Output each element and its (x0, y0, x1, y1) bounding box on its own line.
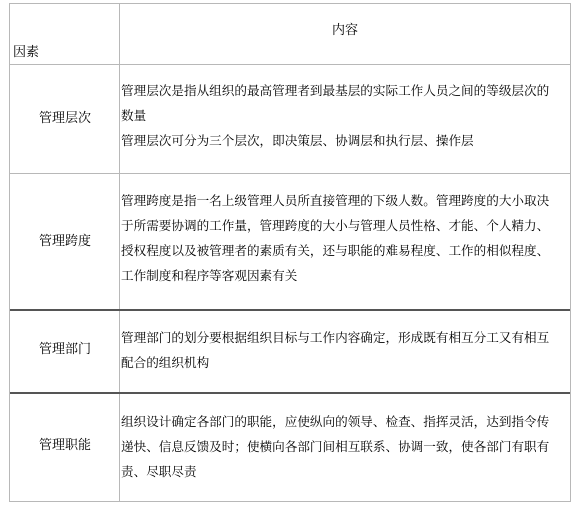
table-row (10, 173, 570, 309)
table-row (10, 392, 570, 501)
table-header-row (10, 4, 570, 64)
content-text (121, 325, 549, 375)
content-line: 授权程度以及被管理者的素质有关，还与职能的难易程度、工作的相似程度、 (121, 243, 550, 258)
content-cell (120, 174, 570, 309)
content-line: 数量 (121, 108, 147, 123)
factor-label: 管理部门 (38, 342, 91, 357)
content-line: 管理跨度是指一名上级管理人员所直接管理的下级人数。管理跨度的大小取决 (121, 193, 550, 208)
content-text (121, 78, 549, 153)
content-text (121, 188, 549, 288)
factor-cell (10, 65, 120, 173)
content-cell (120, 311, 570, 392)
factor-cell (10, 311, 120, 392)
factor-cell (10, 394, 120, 501)
header-factor-cell (10, 4, 120, 64)
factor-content-table (9, 3, 571, 502)
header-content-cell (120, 4, 570, 64)
factor-cell (10, 174, 120, 309)
content-line: 于所需要协调的工作量，管理跨度的大小与管理人员性格、才能、个人精力、 (121, 218, 550, 233)
factor-label: 管理跨度 (38, 234, 91, 249)
content-line: 组织设计确定各部门的职能，应使纵向的领导、检查、指挥灵活，达到指令传 (121, 414, 550, 429)
content-cell (120, 394, 570, 501)
table-row (10, 309, 570, 392)
header-factor-label: 因素 (13, 45, 40, 60)
content-line: 管理层次可分为三个层次，即决策层、协调层和执行层、操作层 (121, 133, 474, 148)
content-line: 工作制度和程序等客观因素有关 (121, 268, 298, 283)
content-line: 管理层次是指从组织的最高管理者到最基层的实际工作人员之间的等级层次的 (121, 83, 550, 98)
content-line: 管理部门的划分要根据组织目标与工作内容确定，形成既有相互分工又有相互 (121, 330, 550, 345)
content-cell (120, 65, 570, 173)
header-content-label: 内容 (331, 23, 358, 38)
content-line: 配合的组织机构 (121, 355, 210, 370)
table-row (10, 64, 570, 173)
content-line: 递快、信息反馈及时；使横向各部门间相互联系、协调一致，使各部门有职有 (121, 439, 550, 454)
content-text (121, 409, 549, 484)
content-line: 责、尽职尽责 (121, 464, 197, 479)
factor-label: 管理层次 (38, 111, 91, 126)
factor-label: 管理职能 (38, 438, 91, 453)
